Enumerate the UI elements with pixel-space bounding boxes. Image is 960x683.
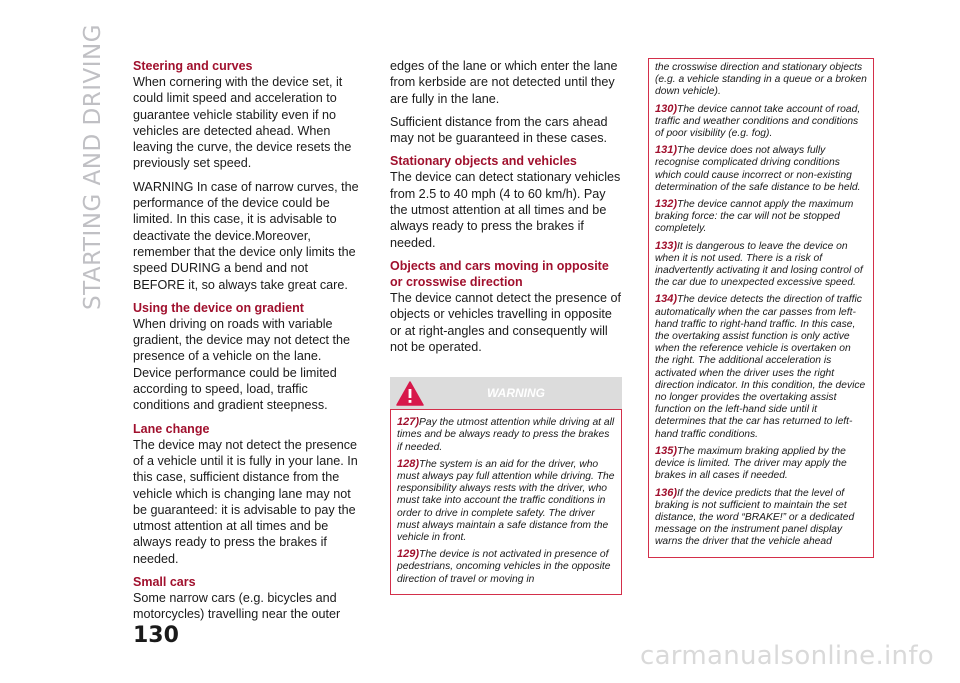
column-2 (390, 58, 622, 595)
warning-note (655, 445, 867, 483)
heading-opposite: Objects and cars moving in opposite or crosswise direction (390, 258, 609, 289)
section-small-cars (133, 574, 363, 623)
heading-lane-change: Lane change (133, 421, 210, 436)
note-text: The device cannot take account of road, traffic and weather conditions and conditions of poor visibility (e.g. fog). (655, 103, 861, 140)
warning-note (655, 103, 867, 141)
note-number: 130) (655, 102, 678, 115)
heading-gradient: Using the device on gradient (133, 300, 304, 315)
paragraph-small-cars: Some narrow cars (e.g. bicycles and motorcycles) travelling near the outer (133, 591, 341, 622)
warning-note (397, 416, 615, 454)
warning-notes-box (390, 409, 622, 595)
note-number: 128) (397, 457, 420, 470)
note-number: 135) (655, 444, 678, 457)
note-number: 127) (397, 416, 420, 429)
paragraph-steering-1: When cornering with the device set, it could limit speed and acceleration to guarantee vehicle stability even if no vehicles are detected ahead. When leaving the curve, the device resets the previously set speed. (133, 75, 352, 171)
section-opposite (390, 258, 622, 355)
warning-note (655, 293, 867, 440)
paragraph-small-cars-cont-1: edges of the lane or which enter the lane from kerbside are not detected until they are fully in the lane. (390, 59, 618, 106)
note-number: 132) (655, 198, 678, 211)
note-text: Pay the utmost attention while driving at all times and be always ready to press the brakes if needed. (397, 417, 615, 453)
section-stationary (390, 153, 622, 250)
warning-note (397, 548, 615, 586)
column-3-warning-notes (648, 58, 874, 558)
note-number: 131) (655, 144, 678, 157)
note-text: The device does not always fully recognise complicated driving conditions which could cause incorrect or non-existing determination of the safe distance to be held. (655, 145, 861, 193)
note-text: It is dangerous to leave the device on when it is not used. There is a risk of inadvertently activating it and losing control of the car due to unexpected excessive speed. (655, 240, 863, 289)
heading-stationary: Stationary objects and vehicles (390, 154, 577, 169)
page-number: 130 (133, 623, 179, 648)
section-side-title (80, 23, 110, 310)
paragraph-lane-change: The device may not detect the presence of a vehicle until it is fully in your lane. In this case, sufficient distance from the vehicle which is changing lane may not be guaranteed: it is advisable to pay the utmost attention at all times and be always ready to press the brakes if needed. (133, 437, 358, 566)
note-text: The system is an aid for the driver, who must always pay full attention while driving. The responsibility always rests with the driver, who must take into account the traffic conditions in order to drive in complete safety. The driver must always maintain a safe distance from the vehicle in front. (397, 458, 615, 543)
note-number: 134) (655, 293, 678, 306)
warning-note-continued: the crosswise direction and stationary objects (e.g. a vehicle standing in a queue or a broken down vehicle). (655, 62, 867, 98)
note-text: If the device predicts that the level of braking is not sufficient to maintain the set distance, the word “BRAKE!” or a dedicated message on the instrument panel display warns the driver that the vehicle ahead (655, 487, 855, 548)
note-text: The device cannot apply the maximum braking force: the car will not be stopped completely. (655, 199, 854, 235)
warning-label: WARNING (487, 386, 545, 401)
warning-note (655, 240, 867, 290)
section-steering (133, 58, 363, 293)
paragraph-small-cars-cont-2: Sufficient distance from the cars ahead may not be guaranteed in these cases. (390, 114, 608, 146)
section-side-title-text: STARTING AND DRIVING (80, 23, 106, 310)
paragraph-stationary: The device can detect stationary vehicles from 2.5 to 40 mph (4 to 60 km/h). Pay the utmost attention at all times and be always ready to press the brakes if needed. (390, 170, 621, 250)
note-number: 136) (655, 486, 678, 499)
warning-note (397, 458, 615, 544)
warning-note (655, 198, 867, 236)
note-text: The device detects the direction of traffic automatically when the car passes from left-hand traffic to right-hand traffic. In this case, the overtaking assist function is only active when the reference vehicle is overtaken on the right. The additional acceleration is activated when the driver uses the right direction indicator. In this condition, the device no longer provides the overtaking assist function on the left-hand side until it determines that the car has returned to left-hand traffic conditions. (655, 294, 866, 440)
section-lane-change (133, 421, 363, 567)
warning-header (390, 377, 622, 409)
column-1 (133, 58, 363, 630)
paragraph-steering-2: WARNING In case of narrow curves, the performance of the device could be limited. In this case, it is advisable to deactivate the device.Moreover, remember that the device only limits the speed DURING a bend and not BEFORE it, so always take great care. (133, 179, 359, 292)
heading-small-cars: Small cars (133, 575, 196, 590)
note-text: The maximum braking applied by the device is limited. The driver may apply the brakes in all cases if needed. (655, 445, 847, 482)
watermark: carmanualsonline.info (639, 641, 934, 671)
paragraph-opposite: The device cannot detect the presence of objects or vehicles travelling in opposite or at right-angles and consequently will not be operated. (390, 290, 622, 354)
paragraph-gradient: When driving on roads with variable gradient, the device may not detect the presence of a vehicle on the lane. Device performance could be limited according to speed, load, traffic conditions and gradient steepness. (133, 316, 351, 413)
warning-note (655, 487, 867, 549)
note-number: 133) (655, 239, 678, 252)
section-gradient (133, 300, 363, 414)
note-number: 129) (397, 548, 420, 561)
heading-steering: Steering and curves (133, 59, 253, 73)
warning-note (655, 144, 867, 194)
note-text: The device is not activated in presence of pedestrians, oncoming vehicles in the opposite direction of travel or moving in (397, 549, 611, 585)
